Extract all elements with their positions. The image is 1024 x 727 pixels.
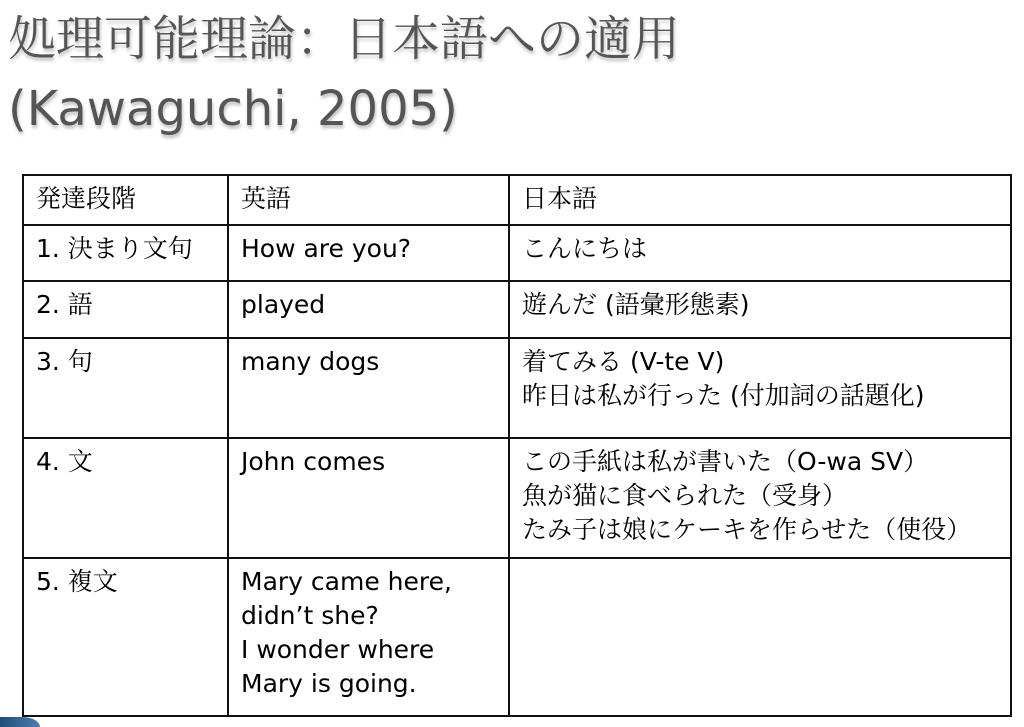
- japanese-cell: [509, 438, 1011, 558]
- japanese-example: 昨日は私が行った (付加詞の話題化): [522, 381, 925, 410]
- english-cell: [228, 558, 509, 716]
- japanese-cell: [509, 338, 1011, 438]
- english-cell: [228, 338, 509, 438]
- stage-cell: [23, 281, 228, 338]
- stage-label: 5. 複文: [36, 567, 118, 596]
- english-example: didn’t she?: [241, 601, 379, 630]
- english-example: many dogs: [241, 347, 380, 376]
- stage-label: 3. 句: [36, 347, 93, 376]
- english-example: Mary came here,: [241, 567, 452, 596]
- slide-title-line-1: 処理可能理論：日本語への適用: [8, 11, 681, 67]
- slide-title: [8, 4, 1008, 144]
- english-example: John comes: [241, 447, 386, 476]
- table-row: [23, 438, 1011, 558]
- english-cell: [228, 438, 509, 558]
- english-example: played: [241, 290, 326, 319]
- stage-cell: [23, 558, 228, 716]
- slide-title-line-2: (Kawaguchi, 2005): [8, 81, 458, 137]
- table-row: [23, 338, 1011, 438]
- stage-label: 2. 語: [36, 290, 93, 319]
- english-cell: [228, 225, 509, 281]
- stage-label: 4. 文: [36, 447, 93, 476]
- stage-cell: [23, 225, 228, 281]
- stage-cell: [23, 338, 228, 438]
- japanese-example: こんにちは: [522, 234, 648, 263]
- table-header-row: [23, 175, 1011, 225]
- english-example: How are you?: [241, 234, 412, 263]
- english-example: I wonder where: [241, 635, 435, 664]
- stage-label: 1. 決まり文句: [36, 234, 193, 263]
- slide-corner-decoration: [0, 717, 40, 727]
- japanese-example: たみ子は娘にケーキを作らせた（使役）: [522, 515, 972, 544]
- header-japanese: 日本語: [509, 175, 1011, 225]
- header-english: 英語: [228, 175, 509, 225]
- english-example: Mary is going.: [241, 669, 417, 698]
- japanese-example: この手紙は私が書いた（O-wa SV）: [522, 447, 929, 476]
- table-row: [23, 558, 1011, 716]
- table-row: [23, 281, 1011, 338]
- header-stage: 発達段階: [23, 175, 228, 225]
- english-cell: [228, 281, 509, 338]
- japanese-cell: [509, 558, 1011, 716]
- japanese-example: 魚が猫に食べられた（受身）: [522, 481, 848, 510]
- japanese-example: 遊んだ (語彙形態素): [522, 290, 750, 319]
- japanese-cell: [509, 225, 1011, 281]
- table-row: [23, 225, 1011, 281]
- japanese-cell: [509, 281, 1011, 338]
- stage-cell: [23, 438, 228, 558]
- japanese-example: 着てみる (V-te V): [522, 347, 725, 376]
- developmental-stages-table: [22, 174, 1012, 717]
